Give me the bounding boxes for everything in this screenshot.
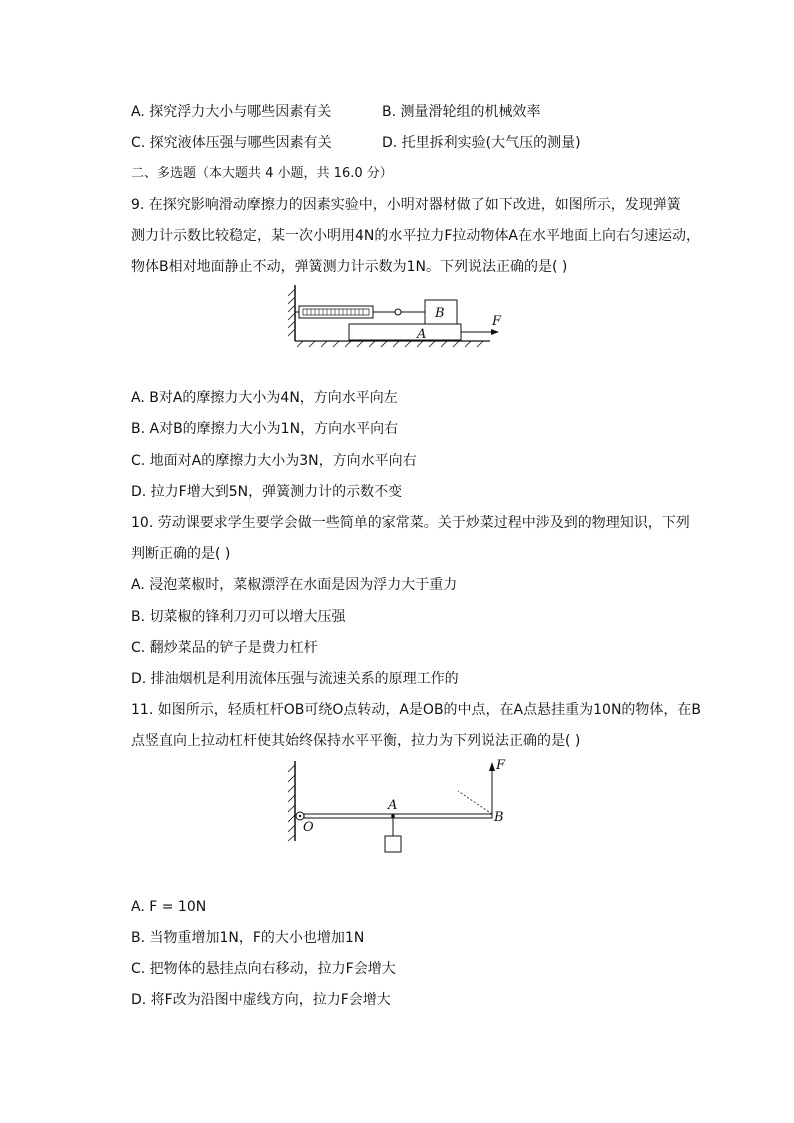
q9-stem-line-2: 测力计示数比较稳定，某一次小明用4N的水平拉力F拉动物体A在水平地面上向右匀速运动， — [131, 228, 701, 244]
q10-option-c: C. 翻炒菜品的铲子是费力杠杆 — [131, 640, 318, 656]
q8-option-c: C. 探究液体压强与哪些因素有关 — [131, 135, 332, 151]
q9-option-b: B. A对B的摩擦力大小为1N，方向水平向右 — [131, 421, 399, 437]
q8-option-a: A. 探究浮力大小与哪些因素有关 — [131, 104, 332, 120]
q11-figure-lever — [285, 757, 510, 862]
q9-board-a — [349, 324, 461, 340]
q9-option-a: A. B对A的摩擦力大小为4N，方向水平向左 — [131, 390, 398, 406]
q11-label-f: F — [496, 758, 506, 773]
q10-option-a: A. 浸泡菜椒时，菜椒漂浮在水面是因为浮力大于重力 — [131, 577, 458, 593]
q11-stem-line-1: 11. 如图所示，轻质杠杆OB可绕O点转动，A是OB的中点，在A点悬挂重为10N的物体，在B — [131, 702, 702, 718]
q11-option-d: D. 将F改为沿图中虚线方向，拉力F会增大 — [131, 992, 391, 1008]
q9-spring-scale-body — [299, 306, 373, 318]
q11-stem-line-2: 点竖直向上拉动杠杆使其始终保持水平平衡，拉力为下列说法正确的是( ) — [131, 733, 581, 749]
q11-dashed-direction — [458, 791, 492, 814]
q9-figure-spring-scale-setup — [285, 283, 500, 353]
q9-ground-hatch — [297, 341, 483, 347]
q8-option-d: D. 托里拆利实验(大气压的测量) — [382, 135, 581, 151]
q11-label-a: A — [388, 798, 398, 813]
q9-wall-hatch — [288, 289, 295, 336]
q9-option-c: C. 地面对A的摩擦力大小为3N，方向水平向右 — [131, 453, 417, 469]
q9-hook — [395, 309, 401, 315]
q11-lever-ob — [304, 814, 492, 818]
q11-option-a: A. F = 10N — [131, 899, 207, 915]
q9-label-b: B — [435, 306, 445, 321]
q10-option-b: B. 切菜椒的锋利刀刃可以增大压强 — [131, 609, 346, 625]
q8-option-b: B. 测量滑轮组的机械效率 — [382, 104, 541, 120]
q11-label-b: B — [494, 810, 504, 825]
q11-option-b: B. 当物重增加1N，F的大小也增加1N — [131, 930, 365, 946]
q11-option-c: C. 把物体的悬挂点向右移动，拉力F会增大 — [131, 961, 396, 977]
q11-weight — [385, 836, 401, 852]
q10-stem-line-1: 10. 劳动课要求学生要学会做一些简单的家常菜。关于炒菜过程中涉及到的物理知识，下列 — [131, 515, 690, 531]
q11-point-a — [391, 814, 395, 818]
q9-label-f: F — [492, 314, 502, 329]
q9-stem-line-1: 9. 在探究影响滑动摩擦力的因素实验中，小明对器材做了如下改进，如图所示，发现弹簧 — [131, 197, 681, 213]
q9-label-a: A — [417, 327, 427, 342]
q11-label-o: O — [303, 820, 314, 835]
q9-stem-line-3: 物体B相对地面静止不动，弹簧测力计示数为1N。下列说法正确的是( ) — [131, 259, 568, 275]
q9-option-d: D. 拉力F增大到5N，弹簧测力计的示数不变 — [131, 484, 403, 500]
section-header: 二、多选题（本大题共 4 小题，共 16.0 分） — [131, 166, 393, 181]
q11-wall-hatch — [288, 765, 295, 841]
q10-stem-line-2: 判断正确的是( ) — [131, 546, 231, 562]
q10-option-d: D. 排油烟机是利用流体压强与流速关系的原理工作的 — [131, 671, 459, 687]
